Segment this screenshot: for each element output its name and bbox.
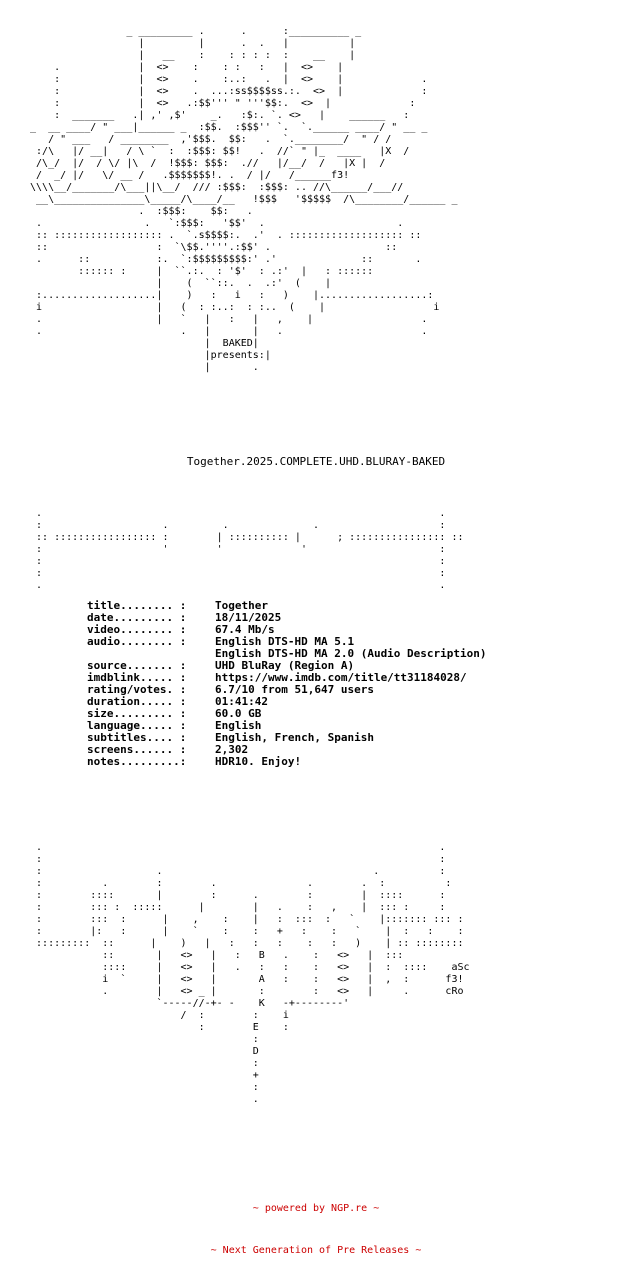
- release-info-block: [87, 600, 487, 768]
- info-key: audio........ :: [87, 635, 187, 648]
- info-value: 01:41:42: [215, 695, 268, 708]
- info-key: video........ :: [87, 623, 187, 636]
- info-key: duration..... :: [87, 695, 187, 708]
- header-ascii-art: _ _________ . . :__________ _ | | . . | | | __ : : : : : : __ | . | <> : : : : | <> | : | <> . :..: . | <> | . : | <> . ...:ss$$$$ss.:. <> | : : | <> .:$$''' " '''$$:. <> | : : _______ .| ,' ,$' _. :$:. `. <> | ______ : _ __ ____/ " ___|______ _ :$$. :$$$'' `. `.______ ____/ " __ _ / " ___ / ________ ,'$$$. $$: . `.________/ " / / :/\ |/ __| / \ ` : :$$$: $$! . //` " |_ ____ |X / /\_/ |/ / \/ |\ / !$$$: $$$: .// |/__/ / |X | / / _/ |/ \/ __ / .$$$$$$$!. . / |/ /______f3! \\\\__/_______/\___||\__/ /// :$$$: :$$$: .. //\______/___// __\_______________\_____/\____/__ !$$$ '$$$$$ /\________/______ _ . :$$$: $$: . . . `:$$$: '$$' . . :: :::::::::::::::::: . `.s$$$$:. .' . ::::::::::::::::::: :: :: : `\$$.''''.:$$' . :: . :: :. `:$$$$$$$$$:' .' :: . :::::: : | ``.:. : '$' : .:' | : :::::: | ( ``::. . .:' ( | :...................| ) : i : ) |..................: i | ( : :..: : :.. ( | i . | ` | : | , | . . . | | . . | BAKED| |presents:| | .: [30, 26, 458, 373]
- info-key: date......... :: [87, 611, 187, 624]
- info-key: rating/votes. :: [87, 683, 187, 696]
- info-value: English DTS-HD MA 5.1: [215, 635, 355, 648]
- info-value: 2,302: [215, 743, 249, 756]
- info-key: subtitles.... :: [87, 731, 187, 744]
- info-key: language..... :: [87, 719, 187, 732]
- info-value: English: [215, 719, 262, 732]
- info-key: screens...... :: [87, 743, 187, 756]
- info-value: Together: [215, 599, 268, 612]
- info-value: 60.0 GB: [215, 707, 262, 720]
- footer-ascii-art: . . : : : . . : : . : . . . : : : :::: | : . : | :::: : : ::: : ::::: | | . : , | ::: : : : ::: : | , : | : ::: : ` |::::::: ::: : : |: : | ` : : + : : ` | : : : ::::::::: :: | ) | : : : : : ) | :: :::::::: :: | <> | : B . : <> | ::: :::: | <> | . : : : <> | : :::: aSc i ` | <> | A : : <> | , : f3! . | <> _ | : : <> | . cRo `-----//-+- - K -+--------' / : : i : E : : D : + : .: [36, 842, 470, 1105]
- info-value: English, French, Spanish: [215, 731, 374, 744]
- info-value: 67.4 Mb/s: [215, 623, 275, 636]
- imdb-link[interactable]: https://www.imdb.com/title/tt31184028/: [215, 671, 467, 684]
- release-name: Together.2025.COMPLETE.UHD.BLURAY-BAKED: [186, 455, 446, 468]
- info-value: 6.7/10 from 51,647 users: [215, 683, 374, 696]
- info-key: notes.........:: [87, 755, 187, 768]
- info-key: title........ :: [87, 599, 187, 612]
- info-key: source....... :: [87, 659, 187, 672]
- divider-ascii-art: . . : . . . : :: ::::::::::::::::: : | :::::::::: | ; :::::::::::::::: :: : ' ' ' : : : : : . .: [36, 508, 464, 591]
- info-row-notes: [87, 756, 487, 768]
- powered-by-line[interactable]: ~ powered by NGP.re ~: [252, 1203, 380, 1214]
- info-key: size......... :: [87, 707, 187, 720]
- powered-by-tagline: ~ Next Generation of Pre Releases ~: [210, 1245, 422, 1256]
- info-value: 18/11/2025: [215, 611, 282, 624]
- powered-by-footer: [0, 1174, 632, 1286]
- info-value: English DTS-HD MA 2.0 (Audio Description): [215, 647, 487, 660]
- info-key: imdblink..... :: [87, 671, 187, 684]
- info-value: HDR10. Enjoy!: [215, 755, 302, 768]
- info-value: UHD BluRay (Region A): [215, 659, 355, 672]
